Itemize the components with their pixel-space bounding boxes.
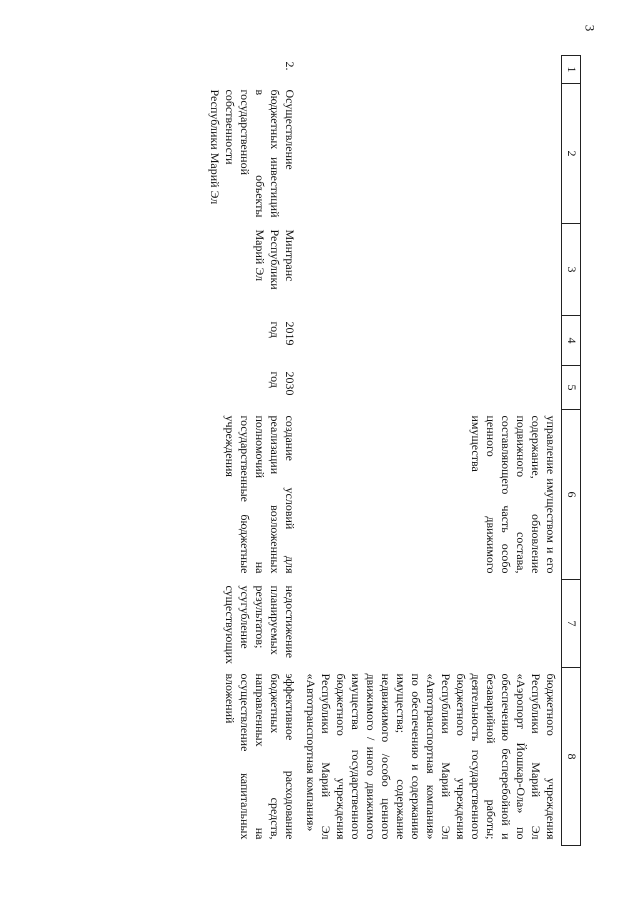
end-year: 2030 год [268, 371, 297, 396]
row-number: 2. [283, 61, 297, 71]
start-year [300, 316, 562, 366]
responsible-executor [300, 224, 562, 316]
page-number: 3 [582, 24, 598, 32]
expected-result: бюджетного учреждения Республики Марий Эл «Аэропорт Йошкар-Ола» по обеспечению бесперебойной и безаварийной работы; деятельность государственного бюджетного учреждения Республики Марий Эл «Автотранспортная компания» по обеспечению и содержанию имущества; содержание недвижимого /особо ценного движимого / иного движимого имущества государственного бюджетного учреждения Республики Марий Эл «Автотранспортная компания» [304, 673, 558, 840]
end-year [300, 366, 562, 410]
header-cell: 2 [562, 84, 581, 224]
table-row [204, 56, 300, 846]
header-cell: 7 [562, 580, 581, 668]
start-year: 2019 год [268, 321, 297, 346]
expected-result: эффективное расходование бюджетных средств, направленных на осуществление капитальных вложений [223, 673, 297, 840]
measure-name [300, 84, 562, 224]
rotated-table-container [141, 55, 581, 845]
responsible-executor: Минтранс Республики Марий Эл [253, 229, 297, 290]
header-cell: 6 [562, 410, 581, 580]
header-cell: 3 [562, 224, 581, 316]
consequences: недостижение планируемых результатов; усугубление существующих [223, 585, 297, 664]
header-row [562, 56, 581, 846]
header-cell: 5 [562, 366, 581, 410]
measure-description: управление имуществом и его содержание, обновление подвижного состава, составляющего часть особо ценного движимого имущества [469, 415, 558, 574]
row-number [300, 56, 562, 84]
header-cell: 4 [562, 316, 581, 366]
table-row [300, 56, 562, 846]
consequences [300, 580, 562, 668]
measure-description: создание условий для реализации возложенных полномочий на государственные бюджетные учреждения [223, 415, 297, 574]
header-cell: 8 [562, 668, 581, 846]
program-table [204, 55, 581, 846]
header-cell: 1 [562, 56, 581, 84]
measure-name: Осуществление бюджетных инвестиций в объекты государственной собственности Республики Марий Эл [208, 89, 297, 218]
